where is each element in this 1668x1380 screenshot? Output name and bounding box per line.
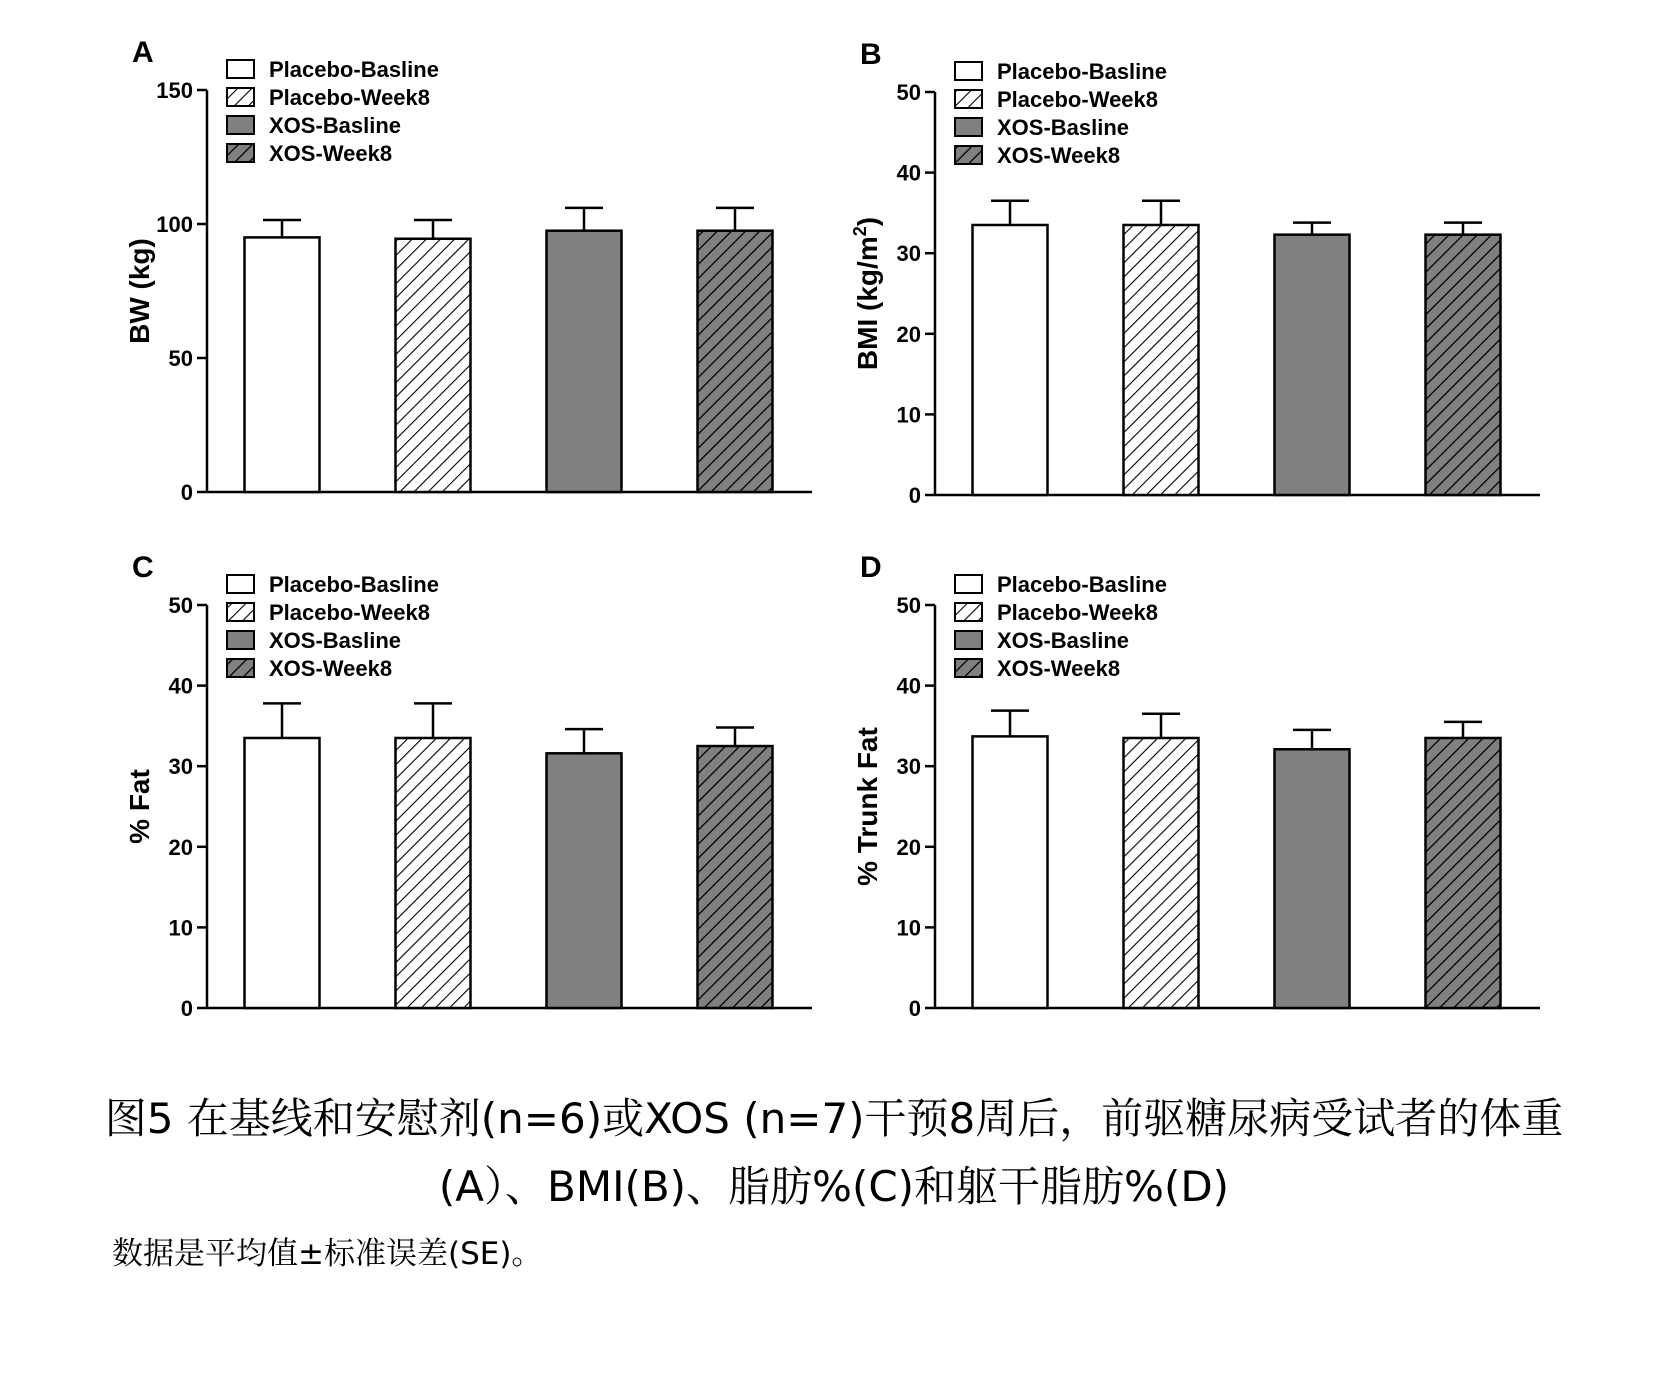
bar-xos-week8	[1426, 235, 1501, 495]
legend-label: Placebo-Week8	[997, 600, 1159, 625]
panel-label: B	[860, 38, 882, 71]
legend-label: Placebo-Basline	[269, 572, 439, 597]
y-tick-label: 10	[168, 915, 193, 941]
y-tick-label: 20	[168, 834, 193, 860]
figure-caption	[60, 1085, 1608, 1221]
y-axis-label: % Trunk Fat	[852, 727, 883, 886]
legend-label: Placebo-Basline	[269, 57, 439, 82]
legend-label: XOS-Week8	[269, 656, 393, 681]
y-tick-label: 40	[896, 160, 921, 186]
legend-label: Placebo-Week8	[997, 87, 1159, 112]
legend-swatch	[955, 575, 982, 593]
chart-panel-c	[124, 551, 812, 1021]
bar-placebo-basline	[245, 738, 320, 1008]
bar-placebo-week8	[396, 738, 471, 1008]
chart-panel-b	[850, 38, 1540, 508]
legend-swatch	[227, 88, 254, 106]
legend-swatch	[227, 60, 254, 78]
legend-swatch	[955, 631, 982, 649]
y-axis-label: BW (kg)	[124, 238, 155, 344]
bar-xos-basline	[1275, 749, 1350, 1008]
legend-label: XOS-Week8	[997, 143, 1121, 168]
bar-xos-basline	[547, 231, 622, 492]
y-tick-label: 50	[168, 593, 193, 618]
legend-swatch	[955, 603, 982, 621]
panel-label: D	[860, 551, 882, 584]
panel-label: C	[132, 551, 154, 584]
bar-placebo-week8	[396, 239, 471, 492]
y-tick-label: 10	[896, 402, 921, 428]
legend-label: XOS-Basline	[997, 115, 1130, 140]
legend-swatch	[955, 62, 982, 80]
legend-label: Placebo-Week8	[269, 600, 431, 625]
legend-swatch	[227, 116, 254, 134]
legend-swatch	[955, 146, 982, 164]
legend-label: XOS-Basline	[269, 113, 402, 138]
y-tick-label: 100	[156, 212, 193, 237]
y-tick-label: 20	[896, 321, 921, 347]
bar-placebo-week8	[1124, 738, 1199, 1008]
y-tick-label: 30	[168, 754, 193, 780]
panel-label: A	[132, 36, 154, 69]
legend-swatch	[955, 659, 982, 677]
y-tick-label: 10	[896, 915, 921, 941]
legend-label: Placebo-Week8	[269, 85, 431, 110]
legend-swatch	[227, 631, 254, 649]
y-tick-label: 50	[896, 80, 921, 105]
legend-swatch	[955, 90, 982, 108]
bar-placebo-basline	[973, 225, 1048, 495]
bar-xos-basline	[547, 753, 622, 1008]
y-tick-label: 0	[908, 996, 921, 1021]
legend-swatch	[227, 144, 254, 162]
y-tick-label: 30	[896, 754, 921, 780]
y-tick-label: 50	[168, 346, 193, 371]
legend-label: Placebo-Basline	[997, 572, 1167, 597]
y-tick-label: 40	[168, 673, 193, 699]
y-tick-label: 150	[156, 78, 193, 103]
data-note: 数据是平均值±标准误差(SE)。	[112, 1236, 543, 1272]
legend-label: Placebo-Basline	[997, 59, 1167, 84]
bar-placebo-week8	[1124, 225, 1199, 495]
y-tick-label: 40	[896, 673, 921, 699]
y-tick-label: 30	[896, 241, 921, 267]
y-tick-label: 0	[908, 483, 921, 508]
chart-panel-d	[852, 551, 1540, 1021]
bar-placebo-basline	[245, 237, 320, 492]
caption-line-1: 图5 在基线和安慰剂(n=6)或XOS (n=7)干预8周后，前驱糖尿病受试者的体重	[104, 1094, 1564, 1143]
bar-xos-week8	[1426, 738, 1501, 1008]
chart-panel-a	[124, 36, 812, 505]
legend-swatch	[227, 575, 254, 593]
caption-line-2: (A）、BMI(B)、脂肪%(C)和躯干脂肪%(D)	[438, 1162, 1230, 1211]
legend-label: XOS-Basline	[269, 628, 402, 653]
legend-label: XOS-Week8	[269, 141, 393, 166]
bar-xos-basline	[1275, 235, 1350, 495]
y-tick-label: 0	[180, 480, 193, 505]
y-tick-label: 50	[896, 593, 921, 618]
bar-placebo-basline	[973, 736, 1048, 1008]
legend-swatch	[955, 118, 982, 136]
y-tick-label: 0	[180, 996, 193, 1021]
legend-swatch	[227, 603, 254, 621]
bar-xos-week8	[698, 746, 773, 1008]
legend-swatch	[227, 659, 254, 677]
y-axis-label: BMI $(kg/m^2)$	[850, 216, 883, 371]
bar-xos-week8	[698, 231, 773, 492]
y-axis-label: % Fat	[124, 769, 155, 844]
legend-label: XOS-Week8	[997, 656, 1121, 681]
legend-label: XOS-Basline	[997, 628, 1130, 653]
y-tick-label: 20	[896, 834, 921, 860]
